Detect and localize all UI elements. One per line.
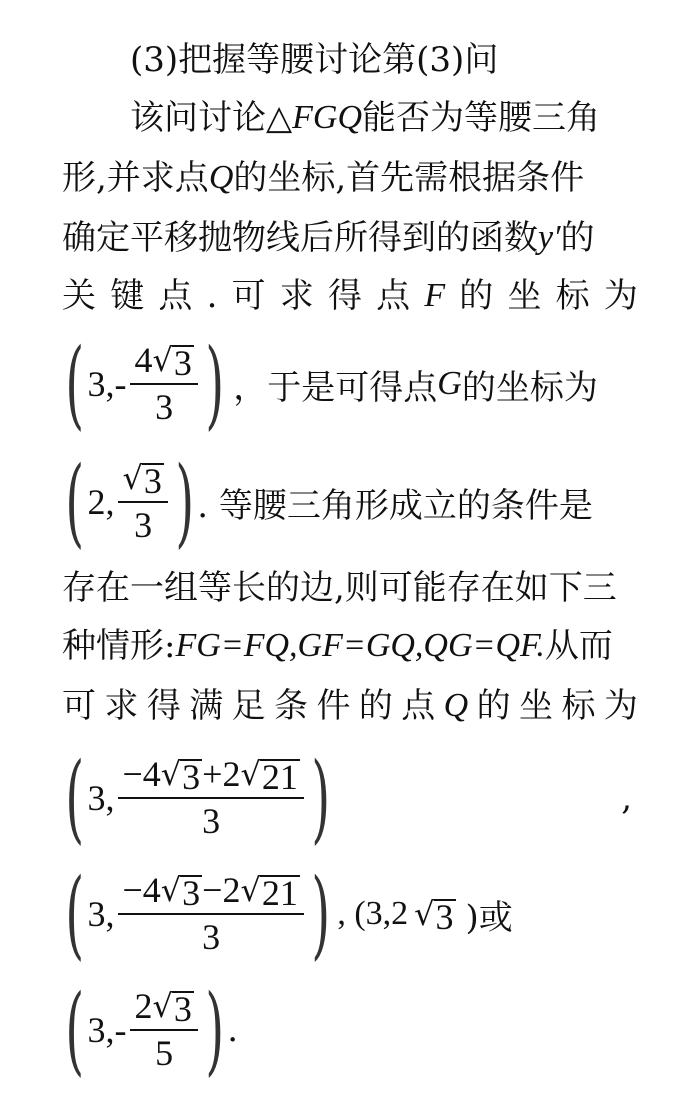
section-heading: (3)把握等腰讨论第(3)问 (130, 40, 499, 80)
sqrt-symbol: √ 3 (160, 871, 201, 913)
sqrt-symbol: √ 3 (122, 459, 162, 501)
fraction: 4 √ 3 3 (130, 341, 197, 427)
sqrt-symbol: √ 3 (160, 755, 201, 797)
formula-point-q-2: ( 3, −4 √ 3 −2 √ 21 3 ) , (3,2 √ 3 )或 (65, 858, 513, 970)
fraction: 2 √ 3 5 (130, 987, 197, 1073)
sqrt-symbol: √ 21 (240, 755, 298, 797)
paragraph2-line-1: 存在一组等长的边,则可能存在如下三 (62, 568, 617, 608)
point-g-label: G (437, 365, 462, 402)
fraction: √ 3 3 (118, 459, 167, 545)
formula-point-f: ( 3,- 4 √ 3 3 ) ，于是可得点 G 的坐标为 (65, 328, 598, 440)
function-y-prime: y′ (538, 219, 561, 256)
paragraph-line-3: 确定平移抛物线后所得到的函数 y′ 的 (62, 218, 595, 258)
equal-sides-conditions: FG=FQ,GF=GQ,QG=QF. (175, 627, 545, 664)
formula-point-q-1: ( 3, −4 √ 3 +2 √ 21 3 ) , (65, 742, 632, 854)
paragraph2-line-2: 种情形: FG=FQ,GF=GQ,QG=QF. 从而 (62, 626, 613, 666)
paragraph-line-4: 关 键 点 . 可 求 得 点 F 的 坐 标 为 (62, 276, 638, 316)
triangle-label: FGQ (292, 99, 363, 136)
sqrt-symbol: √ 3 (152, 341, 192, 383)
paragraph2-line-3: 可 求 得 满 足 条 件 的 点 Q 的 坐 标 为 (62, 686, 638, 726)
paragraph-line-1: 该问讨论△ FGQ 能否为等腰三角 (130, 98, 601, 138)
point-q-label: Q (208, 159, 234, 196)
sqrt-symbol: √ 3 (414, 895, 454, 937)
formula-point-q-3: ( 3,- 2 √ 3 5 ) . (65, 974, 239, 1086)
formula-point-g: ( 2, √ 3 3 ) . 等腰三角形成立的条件是 (65, 446, 593, 558)
sqrt-symbol: √ 21 (240, 871, 298, 913)
sqrt-symbol: √ 3 (152, 987, 192, 1029)
fraction: −4 √ 3 +2 √ 21 3 (118, 755, 303, 841)
paragraph-line-2: 形,并求点 Q 的坐标,首先需根据条件 (62, 158, 585, 198)
fraction: −4 √ 3 −2 √ 21 3 (118, 871, 303, 957)
